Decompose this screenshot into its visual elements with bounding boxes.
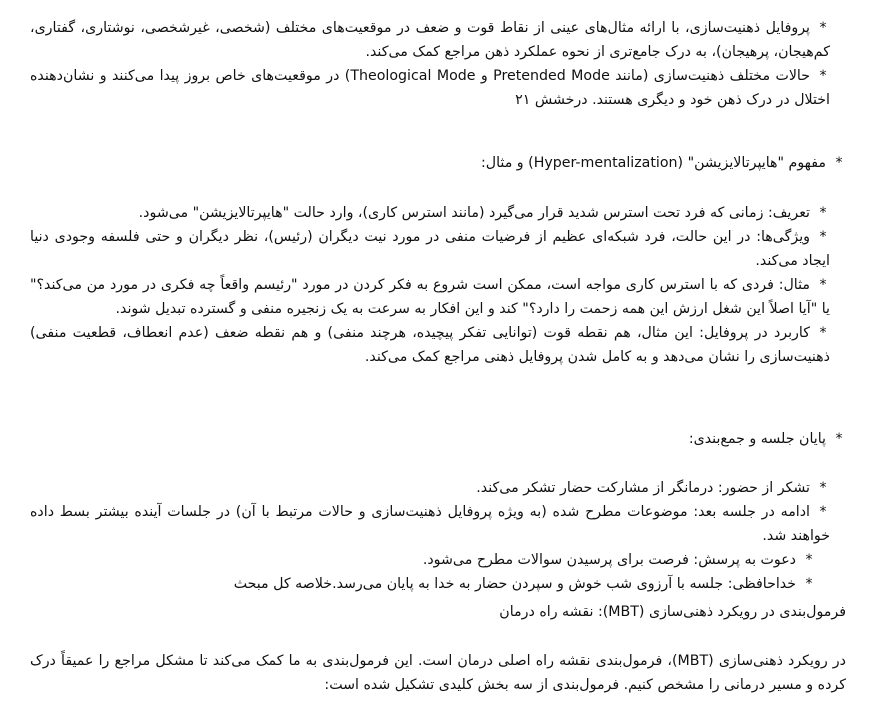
list-item bbox=[30, 500, 846, 548]
section-heading bbox=[70, 151, 846, 175]
section-heading bbox=[70, 427, 846, 451]
list-item-text: حالات مختلف ذهنیت‌سازی (مانند Pretended Mode و Theological Mode) در موقعیت‌های خاص بروز پیدا می‌کنند و نشان‌دهنده اختلال در درک ذهن خود و دیگری هستند. درخشش ۲۱ bbox=[30, 68, 830, 108]
list-item-text: ادامه در جلسه بعد: موضوعات مطرح شده (به ویژه پروفایل ذهنیت‌سازی و حالات مرتبط با آن) در جلسات آینده بیشتر بسط داده خواهند شد. bbox=[30, 504, 830, 544]
list-item bbox=[30, 273, 846, 321]
heading-text: مفهوم "هایپرتالایزیشن" (Hyper-mentalization) و مثال: bbox=[481, 155, 826, 171]
bullet-marker: * bbox=[819, 277, 827, 293]
list-item-text: دعوت به پرسش: فرصت برای پرسیدن سوالات مطرح می‌شود. bbox=[422, 552, 796, 568]
bullet-marker: * bbox=[819, 480, 827, 496]
hyper-list bbox=[30, 201, 846, 369]
paragraph-text: در رویکرد ذهنی‌سازی (MBT)، فرمول‌بندی نقشه راه اصلی درمان است. این فرمول‌بندی به ما کمک می‌کند تا مشکل مراجع را عمیقاً درک کرده و مسیر درمانی را مشخص کنیم. فرمول‌بندی از سه بخش کلیدی تشکیل شده است: bbox=[30, 653, 846, 693]
bullet-marker: * bbox=[805, 552, 813, 568]
list-item bbox=[30, 321, 846, 369]
list-item-text: مثال: فردی که با استرس کاری مواجه است، ممکن است شروع به فکر کردن در مورد "رئیسم واقعاً چه فکری در مورد من می‌کند؟" یا "آیا اصلاً این شغل ارزش این همه زحمت را دارد؟" کند و این افکار به سرعت به یک زنجیره منفی و گسترده تبدیل شوند. bbox=[30, 277, 830, 317]
list-item bbox=[30, 64, 846, 112]
list-item bbox=[30, 476, 846, 500]
bullet-marker: * bbox=[819, 325, 827, 341]
heading-text: پایان جلسه و جمع‌بندی: bbox=[688, 431, 826, 447]
list-item-text: خداحافظی: جلسه با آرزوی شب خوش و سپردن حضار به خدا به پایان می‌رسد.خلاصه کل مبحث bbox=[233, 576, 796, 592]
list-item bbox=[30, 572, 846, 596]
list-item bbox=[30, 16, 846, 64]
bullet-marker: * bbox=[819, 229, 827, 245]
bullet-marker: * bbox=[819, 205, 827, 221]
bullet-marker: * bbox=[805, 576, 813, 592]
intro-block bbox=[30, 16, 846, 112]
formulation-title bbox=[70, 600, 846, 624]
bullet-marker: * bbox=[835, 155, 843, 171]
list-item bbox=[30, 548, 846, 572]
formulation-paragraph bbox=[30, 649, 846, 697]
ending-list bbox=[30, 476, 846, 596]
bullet-marker: * bbox=[819, 68, 827, 84]
bullet-marker: * bbox=[819, 504, 827, 520]
list-item-text: پروفایل ذهنیت‌سازی، با ارائه مثال‌های عینی از نقاط قوت و ضعف در موقعیت‌های مختلف (شخصی، غیرشخصی، نوشتاری، گفتاری، کم‌هیجان، پرهیجان)، به درک جامع‌تری از نحوه عملکرد ذهن مراجع کمک می‌کند. bbox=[30, 20, 830, 60]
formulation-title-text: فرمول‌بندی در رویکرد ذهنی‌سازی (MBT): نقشه راه درمان bbox=[499, 604, 846, 620]
list-item bbox=[30, 201, 846, 225]
list-item-text: کاربرد در پروفایل: این مثال، هم نقطه قوت (توانایی تفکر پیچیده، هرچند منفی) و هم نقطه ضعف (عدم انعطاف، قطعیت منفی) ذهنیت‌سازی را نشان می‌دهد و به کامل شدن پروفایل ذهنی مراجع کمک می‌کند. bbox=[30, 325, 830, 365]
bullet-marker: * bbox=[835, 431, 843, 447]
bullet-marker: * bbox=[819, 20, 827, 36]
list-item-text: تشکر از حضور: درمانگر از مشارکت حضار تشکر می‌کند. bbox=[476, 480, 810, 496]
list-item-text: ویژگی‌ها: در این حالت، فرد شبکه‌ای عظیم از فرضیات منفی در مورد نیت دیگران (رئیس)، نظر دیگران و حتی فلسفه وجودی دنیا ایجاد می‌کند. bbox=[30, 229, 830, 269]
list-item bbox=[30, 225, 846, 273]
list-item-text: تعریف: زمانی که فرد تحت استرس شدید قرار می‌گیرد (مانند استرس کاری)، وارد حالت "هایپرتالایزیشن" می‌شود. bbox=[138, 205, 810, 221]
